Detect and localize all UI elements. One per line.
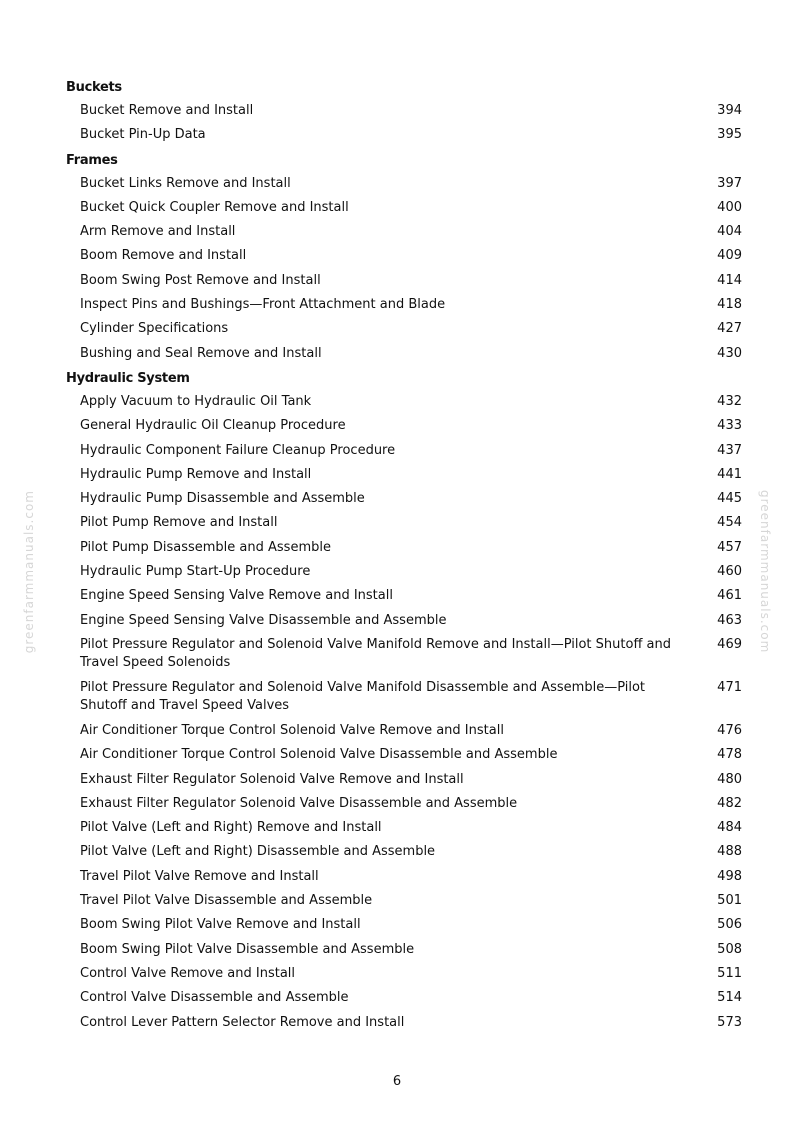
toc-entry-title: Hydraulic Pump Disassemble and Assemble xyxy=(80,491,365,507)
toc-entry-page: 461 xyxy=(717,588,742,604)
toc-entry[interactable] xyxy=(66,175,742,199)
toc-entry-title: Pilot Valve (Left and Right) Remove and Install xyxy=(80,820,382,836)
toc-entry-title: Pilot Pump Remove and Install xyxy=(80,515,278,531)
toc-entry-page: 463 xyxy=(717,612,742,628)
toc-entry-title: Pilot Pressure Regulator and Solenoid Valve Manifold Remove and Install—Pilot Shutoff and Travel Speed Solenoids xyxy=(80,636,671,671)
section-heading: Buckets xyxy=(66,80,122,95)
toc-entry-page: 482 xyxy=(717,795,742,811)
toc-entry[interactable] xyxy=(66,612,742,636)
toc-entry-title: Hydraulic Pump Start-Up Procedure xyxy=(80,564,311,580)
toc-entry-title: Engine Speed Sensing Valve Disassemble and Assemble xyxy=(80,612,447,628)
toc-entry[interactable] xyxy=(66,539,742,563)
toc-entry-page: 433 xyxy=(717,418,742,434)
toc-entry-title: Air Conditioner Torque Control Solenoid Valve Remove and Install xyxy=(80,722,504,738)
toc-entry[interactable] xyxy=(66,868,742,892)
toc-entry-page: 476 xyxy=(717,722,742,738)
toc-entry-title: Arm Remove and Install xyxy=(80,224,236,240)
toc-entry-title: Air Conditioner Torque Control Solenoid Valve Disassemble and Assemble xyxy=(80,747,558,763)
toc-entry[interactable] xyxy=(66,442,742,466)
toc-entry-title: Travel Pilot Valve Disassemble and Assemble xyxy=(80,893,373,909)
toc-entry-title: Exhaust Filter Regulator Solenoid Valve Remove and Install xyxy=(80,771,464,787)
toc-entry-title: Control Valve Disassemble and Assemble xyxy=(80,990,349,1006)
toc-entry-page: 427 xyxy=(717,321,742,337)
toc-entry-title: Hydraulic Pump Remove and Install xyxy=(80,466,312,482)
toc-entry-title: Boom Remove and Install xyxy=(80,248,247,264)
toc-entry-title: Apply Vacuum to Hydraulic Oil Tank xyxy=(80,393,312,409)
toc-entry-title: Bucket Remove and Install xyxy=(80,103,254,118)
toc-entry-page: 484 xyxy=(717,820,742,836)
toc-entry[interactable] xyxy=(66,771,742,795)
watermark-left: greenfarmmanuals.com xyxy=(22,490,36,654)
toc-entry[interactable] xyxy=(66,199,742,223)
toc-entry-title: Pilot Pump Disassemble and Assemble xyxy=(80,539,331,555)
toc-entry-page: 573 xyxy=(717,1014,742,1030)
toc-entry-page: 404 xyxy=(717,224,742,240)
toc-entry[interactable] xyxy=(66,223,742,247)
toc-entry-page: 430 xyxy=(717,345,742,361)
table-of-contents xyxy=(66,78,742,1038)
toc-entry-page: 508 xyxy=(717,941,742,957)
toc-entry[interactable] xyxy=(66,345,742,369)
toc-entry[interactable] xyxy=(66,636,742,679)
toc-entry-page: 488 xyxy=(717,844,742,860)
toc-entry[interactable] xyxy=(66,916,742,940)
toc-entry-title: Bucket Pin-Up Data xyxy=(80,127,206,143)
toc-entry[interactable] xyxy=(66,892,742,916)
toc-entry[interactable] xyxy=(66,563,742,587)
toc-entry-page: 397 xyxy=(717,175,742,191)
toc-entry-page: 506 xyxy=(717,917,742,933)
toc-entry[interactable] xyxy=(66,514,742,538)
toc-entry-page: 437 xyxy=(717,442,742,458)
toc-entry[interactable] xyxy=(66,1014,742,1038)
toc-entry[interactable] xyxy=(66,296,742,320)
toc-entry-title: Hydraulic Component Failure Cleanup Procedure xyxy=(80,442,396,458)
toc-entry-title: Pilot Valve (Left and Right) Disassemble and Assemble xyxy=(80,844,436,860)
toc-entry[interactable] xyxy=(66,965,742,989)
toc-entry[interactable] xyxy=(66,417,742,441)
toc-entry-page: 460 xyxy=(717,564,742,580)
toc-entry-page: 501 xyxy=(717,893,742,909)
toc-entry-page: 394 xyxy=(717,103,742,118)
toc-entry[interactable] xyxy=(66,247,742,271)
toc-entry[interactable] xyxy=(66,795,742,819)
toc-entry-title: Inspect Pins and Bushings—Front Attachment and Blade xyxy=(80,297,446,313)
toc-entry-page: 498 xyxy=(717,868,742,884)
toc-entry-title: Control Lever Pattern Selector Remove and Install xyxy=(80,1014,405,1030)
toc-entry-title: Exhaust Filter Regulator Solenoid Valve Disassemble and Assemble xyxy=(80,795,518,811)
section-heading: Frames xyxy=(66,152,118,168)
toc-entry-page: 454 xyxy=(717,515,742,531)
toc-entry-title: Bushing and Seal Remove and Install xyxy=(80,345,322,361)
toc-entry[interactable] xyxy=(66,843,742,867)
toc-entry[interactable] xyxy=(66,272,742,296)
toc-entry-title: Engine Speed Sensing Valve Remove and Install xyxy=(80,588,393,604)
toc-entry-title: General Hydraulic Oil Cleanup Procedure xyxy=(80,418,346,434)
toc-entry-page: 414 xyxy=(717,272,742,288)
toc-entry[interactable] xyxy=(66,320,742,344)
toc-entry[interactable] xyxy=(66,490,742,514)
toc-entry-page: 511 xyxy=(717,965,742,981)
toc-entry-page: 457 xyxy=(717,539,742,555)
toc-entry-page: 469 xyxy=(717,636,742,652)
toc-entry-page: 432 xyxy=(717,393,742,409)
toc-entry-title: Control Valve Remove and Install xyxy=(80,965,296,981)
toc-entry-title: Bucket Quick Coupler Remove and Install xyxy=(80,199,349,215)
toc-entry[interactable] xyxy=(66,746,742,770)
toc-entry-title: Boom Swing Pilot Valve Disassemble and Assemble xyxy=(80,941,415,957)
toc-entry[interactable] xyxy=(66,393,742,417)
toc-entry[interactable] xyxy=(66,102,742,126)
watermark-right: greenfarmmanuals.com xyxy=(758,490,772,654)
toc-entry-page: 480 xyxy=(717,771,742,787)
toc-entry-page: 441 xyxy=(717,466,742,482)
toc-entry[interactable] xyxy=(66,126,742,150)
toc-entry-title: Cylinder Specifications xyxy=(80,321,229,337)
toc-entry[interactable] xyxy=(66,679,742,722)
toc-entry[interactable] xyxy=(66,722,742,746)
toc-entry[interactable] xyxy=(66,819,742,843)
toc-entry-page: 445 xyxy=(717,491,742,507)
toc-entry[interactable] xyxy=(66,587,742,611)
toc-entry-page: 514 xyxy=(717,990,742,1006)
toc-entry-page: 478 xyxy=(717,747,742,763)
toc-entry-title: Boom Swing Post Remove and Install xyxy=(80,272,321,288)
toc-entry-page: 409 xyxy=(717,248,742,264)
toc-entry-title: Boom Swing Pilot Valve Remove and Install xyxy=(80,917,361,933)
toc-entry-title: Bucket Links Remove and Install xyxy=(80,175,291,191)
toc-entry[interactable] xyxy=(66,941,742,965)
section-heading: Hydraulic System xyxy=(66,370,190,386)
toc-entry[interactable] xyxy=(66,989,742,1013)
toc-entry-title: Pilot Pressure Regulator and Solenoid Valve Manifold Disassemble and Assemble—Pilot Shutoff and Travel Speed Valves xyxy=(80,679,646,714)
toc-entry-title: Travel Pilot Valve Remove and Install xyxy=(80,868,319,884)
toc-entry[interactable] xyxy=(66,466,742,490)
toc-entry-page: 471 xyxy=(717,679,742,695)
toc-entry-page: 418 xyxy=(717,297,742,313)
page-number: 6 xyxy=(392,1074,402,1089)
toc-entry-page: 395 xyxy=(717,127,742,143)
toc-entry-page: 400 xyxy=(717,199,742,215)
